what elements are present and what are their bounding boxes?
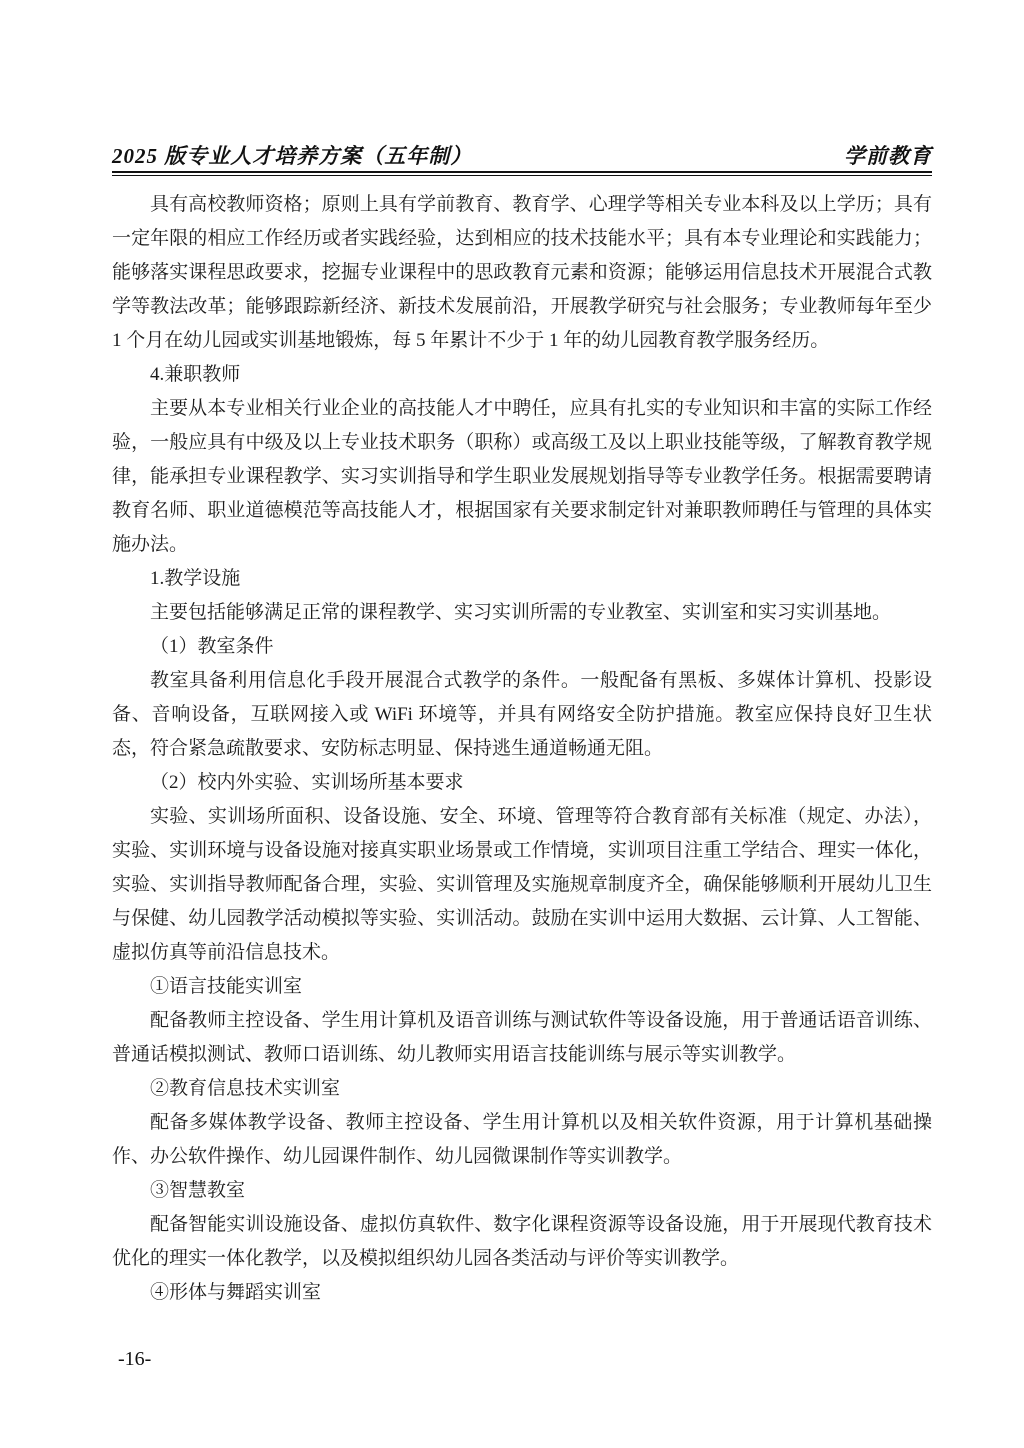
document-body (112, 188, 932, 1310)
header-subject: 学前教育 (844, 144, 932, 168)
section-heading-smart-classroom: ③智慧教室 (150, 1180, 246, 1201)
paragraph-education-it-lab: 配备多媒体教学设备、教师主控设备、学生用计算机以及相关软件资源，用于计算机基础操作、办公软件操作、幼儿园课件制作、幼儿园微课制作等实训教学。 (112, 1112, 932, 1167)
paragraph-parttime-teachers: 主要从本专业相关行业企业的高技能人才中聘任，应具有扎实的专业知识和丰富的实际工作经验，一般应具有中级及以上专业技术职务（职称）或高级工及以上职业技能等级，了解教育教学规律，能承担专业课程教学、实习实训指导和学生职业发展规划指导等专业教学任务。根据需要聘请教育名师、职业道德模范等高技能人才，根据国家有关要求制定针对兼职教师聘任与管理的具体实施办法。 (112, 398, 932, 555)
paragraph-teaching-facilities-overview: 主要包括能够满足正常的课程教学、实习实训所需的专业教室、实训室和实习实训基地。 (150, 602, 892, 623)
header-rule (112, 171, 932, 176)
section-heading-language-skills-lab: ①语言技能实训室 (150, 976, 303, 997)
paragraph-training-site-requirements: 实验、实训场所面积、设备设施、安全、环境、管理等符合教育部有关标准（规定、办法），实验、实训环境与设备设施对接真实职业场景或工作情境，实训项目注重工学结合、理实一体化，实验、实训指导教师配备合理，实验、实训管理及实施规章制度齐全，确保能够顺利开展幼儿卫生与保健、幼儿园教学活动模拟等实验、实训活动。鼓励在实训中运用大数据、云计算、人工智能、虚拟仿真等前沿信息技术。 (112, 806, 932, 963)
section-heading-classroom-conditions: （1）教室条件 (150, 636, 274, 657)
document-page (112, 0, 932, 1448)
section-heading-dance-lab: ④形体与舞蹈实训室 (150, 1282, 322, 1303)
paragraph-classroom-conditions: 教室具备利用信息化手段开展混合式教学的条件。一般配备有黑板、多媒体计算机、投影设备、音响设备，互联网接入或 WiFi 环境等，并具有网络安全防护措施。教室应保持良好卫生状态，符合紧急疏散要求、安防标志明显、保持逃生通道畅通无阻。 (112, 670, 932, 759)
paragraph-fulltime-teacher-qualifications: 具有高校教师资格；原则上具有学前教育、教育学、心理学等相关专业本科及以上学历；具有一定年限的相应工作经历或者实践经验，达到相应的技术技能水平；具有本专业理论和实践能力；能够落实课程思政要求，挖掘专业课程中的思政教育元素和资源；能够运用信息技术开展混合式教学等教法改革；能够跟踪新经济、新技术发展前沿，开展教学研究与社会服务；专业教师每年至少 1 个月在幼儿园或实训基地锻炼，每 5 年累计不少于 1 年的幼儿园教育教学服务经历。 (112, 194, 932, 351)
section-heading-teaching-facilities: 1.教学设施 (150, 568, 241, 589)
header-title: 2025 版专业人才培养方案（五年制） (112, 144, 473, 168)
section-heading-training-site-requirements: （2）校内外实验、实训场所基本要求 (150, 772, 464, 793)
section-heading-education-it-lab: ②教育信息技术实训室 (150, 1078, 341, 1099)
paragraph-smart-classroom: 配备智能实训设施设备、虚拟仿真软件、数字化课程资源等设备设施，用于开展现代教育技术优化的理实一体化教学，以及模拟组织幼儿园各类活动与评价等实训教学。 (112, 1214, 932, 1269)
paragraph-language-skills-lab: 配备教师主控设备、学生用计算机及语音训练与测试软件等设备设施，用于普通话语音训练、普通话模拟测试、教师口语训练、幼儿教师实用语言技能训练与展示等实训教学。 (112, 1010, 932, 1065)
page-header (112, 140, 932, 170)
page-number: -16- (118, 1348, 152, 1370)
section-heading-parttime-teachers: 4.兼职教师 (150, 364, 241, 385)
